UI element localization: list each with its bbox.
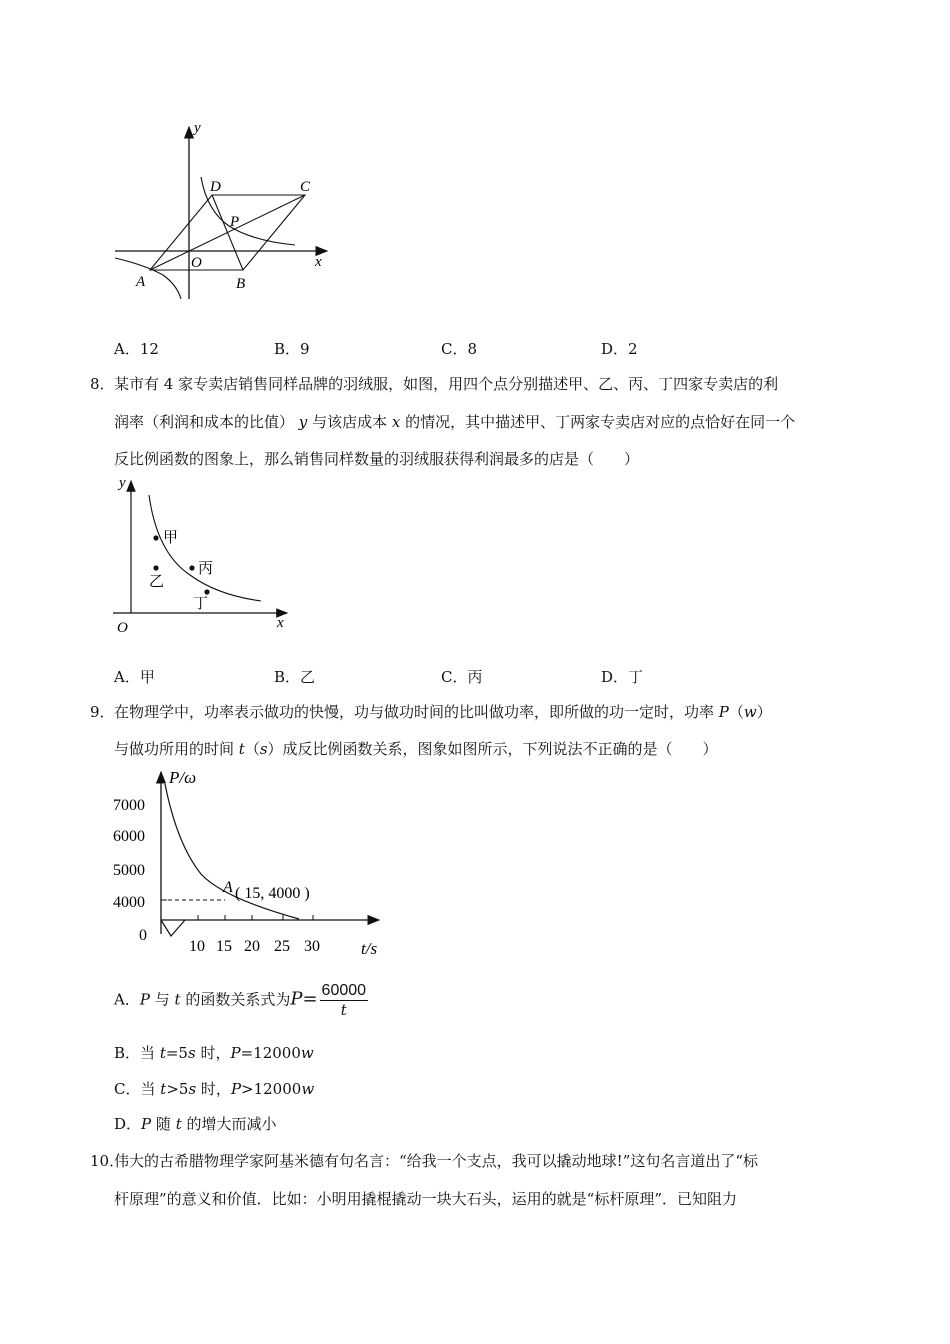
q9-axis-break bbox=[161, 920, 185, 936]
q9-option-a[interactable]: A．P 与 t 的函数关系式为P= $\frac{60000}{t}$ bbox=[114, 982, 367, 1019]
q8-option-b-key: B． bbox=[274, 668, 301, 686]
q8-y-label: y bbox=[119, 475, 126, 491]
q8-line-2: 润率（利润和成本的比值） y 与该店成本 x 的情况，其中描述甲、丁两家专卖店对应的点恰好在同一个 bbox=[114, 413, 796, 431]
q7-option-a[interactable] bbox=[114, 338, 159, 359]
q7-label-A: A bbox=[136, 274, 146, 290]
q10-line-2: 杆原理”的意义和价值．比如：小明用撬棍撬动一块大石头，运用的就是“标杆原理”．已知阻力 bbox=[114, 1190, 738, 1208]
q7-option-a-key: A． bbox=[114, 340, 140, 358]
q10-number: 10． bbox=[90, 1152, 125, 1170]
q8-line-1: 某市有 4 家专卖店销售同样品牌的羽绒服，如图，用四个点分别描述甲、乙、丙、丁四家专卖店的利 bbox=[114, 375, 779, 393]
q9-option-c[interactable]: C．当 t>5s 时，P>12000w bbox=[114, 1080, 315, 1098]
q8-option-d-text: 丁 bbox=[628, 668, 644, 686]
q7-option-d-key: D． bbox=[601, 340, 629, 358]
q9-line-1: 在物理学中，功率表示做功的快慢，功与做功时间的比叫做功率，即所做的功一定时，功率 P（w） bbox=[114, 703, 772, 721]
q8-curve bbox=[149, 495, 261, 601]
q7-figure bbox=[105, 115, 340, 305]
q8-x-label: x bbox=[277, 615, 284, 631]
q7-label-C: C bbox=[300, 179, 311, 195]
q9-figure bbox=[105, 762, 395, 962]
q9-option-d[interactable]: D．P 随 t 的增大而减小 bbox=[114, 1115, 277, 1133]
q8-number: 8． bbox=[90, 375, 115, 393]
q9-line-2: 与做功所用的时间 t（s）成反比例函数关系，图象如图所示，下列说法不正确的是（ ） bbox=[114, 740, 718, 758]
q7-option-d[interactable] bbox=[601, 338, 638, 359]
q8-option-d-key: D． bbox=[601, 668, 629, 686]
q9-option-a-fraction: $\frac{60000}{t}$ bbox=[321, 982, 367, 1019]
q8-line-3: 反比例函数的图象上，那么销售同样数量的羽绒服获得利润最多的店是（ ） bbox=[114, 450, 640, 468]
q8-label-yi: 乙 bbox=[149, 574, 165, 590]
q7-option-c[interactable] bbox=[441, 338, 477, 359]
q7-option-d-text: 2 bbox=[628, 340, 638, 358]
q9-ytick-7000: 7000 bbox=[113, 797, 145, 814]
q7-label-D: D bbox=[210, 179, 221, 195]
q9-xtick-20: 20 bbox=[244, 938, 260, 955]
q7-y-label: y bbox=[194, 120, 201, 136]
q8-point-bing bbox=[189, 565, 194, 570]
q8-point-yi bbox=[153, 565, 158, 570]
q9-xtick-15: 15 bbox=[216, 938, 232, 955]
q9-point-coords: ( 15, 4000 ) bbox=[235, 885, 310, 902]
q9-ytick-0: 0 bbox=[139, 927, 147, 944]
q7-diagonal-BD bbox=[212, 195, 243, 270]
q8-option-a[interactable] bbox=[114, 666, 155, 687]
q9-ytick-4000: 4000 bbox=[113, 894, 145, 911]
q7-x-label: x bbox=[315, 254, 322, 270]
q9-number: 9． bbox=[90, 703, 115, 721]
q7-option-c-key: C． bbox=[441, 340, 468, 358]
q7-option-a-text: 12 bbox=[139, 340, 159, 358]
q8-option-c-text: 丙 bbox=[467, 668, 483, 686]
q8-option-c-key: C． bbox=[441, 668, 468, 686]
q7-label-B: B bbox=[236, 276, 246, 292]
q8-origin-label: O bbox=[117, 620, 128, 636]
q8-option-a-text: 甲 bbox=[139, 668, 155, 686]
q9-xtick-25: 25 bbox=[274, 938, 290, 955]
q8-label-ding: 丁 bbox=[193, 596, 209, 612]
q8-point-ding bbox=[204, 589, 209, 594]
q10-line-1: 伟大的古希腊物理学家阿基米德有句名言：“给我一个支点，我可以撬动地球!”这句名言道出了“标 bbox=[114, 1152, 759, 1170]
q8-option-b-text: 乙 bbox=[300, 668, 316, 686]
q9-ytick-6000: 6000 bbox=[113, 828, 145, 845]
q9-x-label: t/s bbox=[361, 939, 378, 958]
q8-figure bbox=[105, 473, 305, 641]
q9-ytick-5000: 5000 bbox=[113, 862, 145, 879]
q7-option-c-text: 8 bbox=[467, 340, 478, 358]
q9-point-label: A bbox=[223, 879, 233, 896]
q8-option-a-key: A． bbox=[114, 668, 140, 686]
q7-option-b-text: 9 bbox=[300, 340, 310, 358]
q7-hyperbola-left bbox=[115, 258, 181, 299]
q8-option-d[interactable] bbox=[601, 666, 643, 687]
q9-xtick-10: 10 bbox=[189, 938, 205, 955]
q8-option-c[interactable] bbox=[441, 666, 483, 687]
q7-option-b[interactable] bbox=[274, 338, 310, 359]
q9-y-label: P/ω bbox=[169, 768, 197, 787]
q8-label-bing: 丙 bbox=[198, 561, 214, 577]
q8-label-jia: 甲 bbox=[163, 530, 179, 546]
q8-option-b[interactable] bbox=[274, 666, 315, 687]
q7-option-b-key: B． bbox=[274, 340, 301, 358]
q7-origin-label: O bbox=[191, 255, 202, 271]
q8-point-jia bbox=[153, 535, 158, 540]
q9-option-b[interactable]: B．当 t=5s 时，P=12000w bbox=[114, 1044, 314, 1062]
q7-label-P: P bbox=[230, 214, 240, 230]
q9-xtick-30: 30 bbox=[304, 938, 320, 955]
